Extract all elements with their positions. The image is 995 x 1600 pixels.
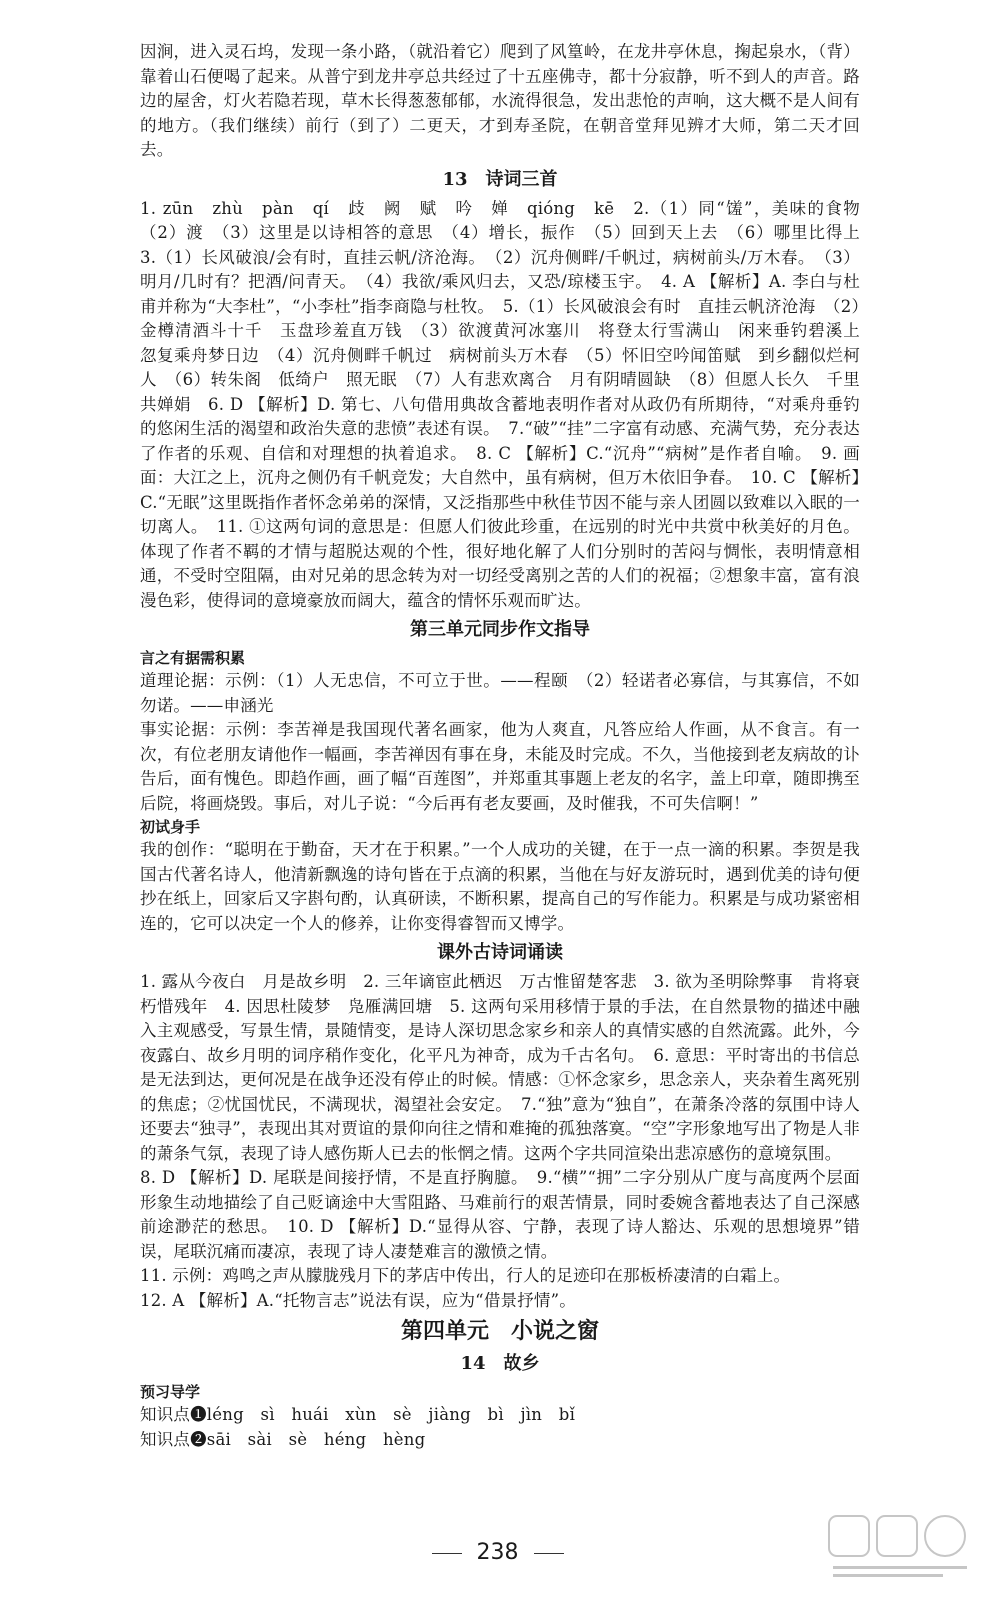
paragraph: 知识点❷sāi sài sè héng hèng (140, 1429, 426, 1449)
paragraph: 1. 露从今夜白 月是故乡明 2. 三年谪宦此栖迟 万古惟留楚客悲 3. 欲为圣明除弊事 肯将衰朽惜残年 4. 因思杜陵梦 凫雁满回塘 5. 这两句采用移情于景的手法，在自然景物的描述中融入主观感受，写景生情，景随情变，是诗人深切思念家乡和亲人的真情实感的自然流露。此外，今夜露白、故乡月明的词序稍作变化，化平凡为神奇，成为千古名句。 6. 意思：平时寄出的书信总是无法到达，更何况是在战争还没有停止的时候。情感：①怀念家乡，思念亲人，夹杂着生离死别的焦虑；②忧国忧民，不满现状，渴望社会安定。 7.“独”意为“独自”，在萧条冷落的氛围中诗人还要去“独寻”，表现出其对贾谊的景仰向往之情和难掩的孤独落寞。“空”字形象地写出了物是人非的萧条气氛，表现了诗人感伤斯人已去的怅惘之情。这两个字共同渲染出悲凉感伤的意境氛围。 (140, 972, 860, 1163)
subsection-heading: 言之有据需积累 (140, 649, 246, 667)
section-title: 13 诗词三首 (442, 168, 558, 190)
paragraph: 事实论据：示例：李苦禅是我国现代著名画家，他为人爽直，凡答应给人作画，从不食言。有一次，有位老朋友请他作一幅画，李苦禅因有事在身，未能及时完成。不久，当他接到老友病故的讣告后，面有愧色。即趋作画，画了幅“百莲图”，并郑重其事题上老友的名字，盖上印章，随即携至后院，将画烧毁。事后，对儿子说：“今后再有老友要画，及时催我，不可失信啊！” (140, 720, 860, 813)
paragraph: 因涧，进入灵石坞，发现一条小路，（就沿着它）爬到了风篁岭，在龙井亭休息，掬起泉水，（背）靠着山石便喝了起来。从普宁到龙井亭总共经过了十五座佛寺，都十分寂静，听不到人的声音。路边的屋舍，灯火若隐若现，草木长得葱葱郁郁，水流得很急，发出悲怆的声响，这大概不是人间有的地方。（我们继续）前行（到了）二更天，才到寿圣院，在朝音堂拜见辨才大师，第二天才回去。 (140, 42, 860, 159)
subsection-heading: 预习导学 (140, 1383, 201, 1401)
unit-title: 第四单元 小说之窗 (400, 1318, 599, 1344)
page-number-dash-right (534, 1553, 564, 1554)
answer-page (140, 40, 877, 1452)
section-title: 第三单元同步作文指导 (410, 619, 590, 640)
paragraph: 道理论据：示例：（1）人无忠信，不可立于世。——程颐 （2）轻诺者必寡信，与其寡信，不如勿诺。——申涵光 (140, 671, 860, 715)
paragraph: 11. 示例：鸡鸣之声从朦胧残月下的茅店中传出，行人的足迹印在那板桥凄清的白霜上。 (140, 1266, 791, 1285)
page-number-dash-left (432, 1553, 462, 1554)
section-title: 课外古诗词诵读 (437, 942, 563, 963)
paragraph: 8. D 【解析】D. 尾联是间接抒情，不是直抒胸臆。 9.“横”“拥”二字分别从广度与高度两个层面形象生动地描绘了自己贬谪途中大雪阻路、马难前行的艰苦情景，同时委婉含蓄地表达了自己深感前途渺茫的愁思。 10. D 【解析】D.“显得从容、宁静，表现了诗人豁达、乐观的思想境界”错误，尾联沉痛而凄凉，表现了诗人凄楚难言的激愤之情。 (140, 1168, 860, 1261)
paragraph: 知识点❶léng sì huái xùn sè jiàng bì jìn bǐ (140, 1405, 576, 1424)
section-title: 14 故乡 (460, 1353, 540, 1374)
paragraph: 12. A 【解析】A.“托物言志”说法有误，应为“借景抒情”。 (140, 1290, 576, 1310)
content-block (140, 40, 877, 1452)
subsection-heading: 初试身手 (140, 818, 201, 836)
watermark-logo (825, 1510, 975, 1590)
paragraph: 我的创作：“聪明在于勤奋，天才在于积累。”一个人成功的关键，在于一点一滴的积累。李贺是我国古代著名诗人，他清新飘逸的诗句皆在于点滴的积累，当他在与好友游玩时，遇到优美的诗句便抄在纸上，回家后又字斟句酌，认真研读，不断积累，提高自己的写作能力。积累是与成功紧密相连的，它可以决定一个人的修养，让你变得睿智而又博学。 (140, 840, 860, 933)
paragraph: 1. zūn zhù pàn qí 歧 阙 赋 吟 婵 qióng kē 2.（1）同“馐”，美味的食物 （2）渡 （3）这里是以诗相答的意思 （4）增长，振作 （5）回到天上去 （6）哪里比得上 3.（1）长风破浪/会有时，直挂云帆/济沧海。 （2）沉舟侧畔/千帆过，病树前头/万木春。 （3）明月/几时有？把酒/问青天。 （4）我欲/乘风归去，又恐/琼楼玉宇。 4. A 【解析】A. 李白与杜甫并称为“大李杜”，“小李杜”指李商隐与杜牧。 5.（1）长风破浪会有时 直挂云帆济沧海 （2）金樽清酒斗十千 玉盘珍羞直万钱 （3）欲渡黄河冰塞川 将登太行雪满山 闲来垂钓碧溪上 忽复乘舟梦日边 （4）沉舟侧畔千帆过 病树前头万木春 （5）怀旧空吟闻笛赋 到乡翻似烂柯人 （6）转朱阁 低绮户 照无眠 （7）人有悲欢离合 月有阴晴圆缺 （8）但愿人长久 千里共婵娟 6. D 【解析】D. 第七、八句借用典故含蓄地表明作者对从政仍有所期待，“对乘舟垂钓的悠闲生活的渴望和政治失意的悲愤”表述有误。 7.“破”“挂”二字富有动感、充满气势，充分表达了作者的乐观、自信和对理想的执着追求。 8. C 【解析】C.“沉舟”“病树”是作者自喻。 9. 画面：大江之上，沉舟之侧仍有千帆竞发；大自然中，虽有病树，但万木依旧争春。 10. C 【解析】C.“无眠”这里既指作者怀念弟弟的深情，又泛指那些中秋佳节因不能与亲人团圆以致难以入眠的一切离人。 11. ①这两句词的意思是：但愿人们彼此珍重，在远别的时光中共赏中秋美好的月色。体现了作者不羁的才情与超脱达观的个性，很好地化解了人们分别时的苦闷与惆怅，表明情意相通，不受时空阻隔，由对兄弟的思念转为对一切经受离别之苦的人们的祝福；②想象丰富，富有浪漫色彩，使得词的意境豪放而阔大，蕴含的情怀乐观而旷达。 (140, 198, 877, 610)
page-number-value: 238 (476, 1540, 519, 1565)
